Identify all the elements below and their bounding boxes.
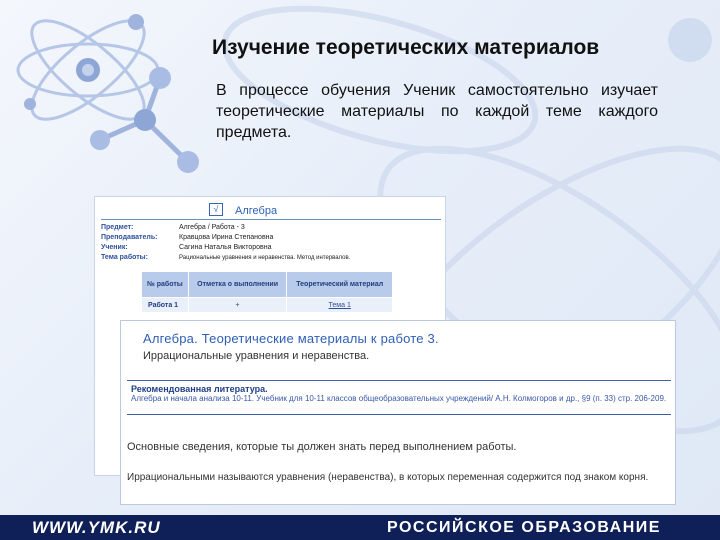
footer-brand: РОССИЙСКОЕ ОБРАЗОВАНИЕ — [387, 519, 661, 536]
info-value: Кравцова Ирина Степановна — [179, 234, 274, 241]
theory-material-screenshot — [120, 320, 676, 505]
info-row — [101, 233, 441, 243]
subject-title: Алгебра — [235, 205, 278, 217]
mark-cell: + — [188, 298, 287, 313]
column-header-work-number: № работы — [142, 272, 189, 298]
work-info-table — [101, 223, 441, 263]
literature-text: Алгебра и начала анализа 10-11. Учебник для 10-11 классов общеобразовательных учреждений/ А.Н. Колмогоров и др., §9 (п. 33) стр. 206-209. — [131, 394, 667, 403]
table-header-row — [142, 272, 393, 298]
info-value: Рациональные уравнения и неравенства. Метод интервалов. — [179, 255, 351, 261]
theory-material-link[interactable]: Тема 1 — [287, 298, 393, 313]
basics-heading: Основные сведения, которые ты должен знать перед выполнением работы. — [127, 441, 517, 453]
column-header-completion-mark: Отметка о выполнении — [188, 272, 287, 298]
footer-website: WWW.YMK.RU — [32, 518, 161, 537]
info-label: Преподаватель: — [101, 234, 158, 241]
info-row — [101, 253, 441, 263]
info-label: Ученик: — [101, 244, 128, 251]
info-value: Алгебра / Работа - 3 — [179, 224, 245, 231]
column-header-theory-material: Теоретический материал — [287, 272, 393, 298]
info-label: Предмет: — [101, 224, 134, 231]
material-page-title: Алгебра. Теоретические материалы к работе 3. — [143, 331, 439, 346]
literature-heading: Рекомендованная литература. — [131, 384, 268, 394]
info-row — [101, 243, 441, 253]
info-row — [101, 223, 441, 233]
divider — [101, 219, 441, 220]
recommended-literature-box — [127, 380, 671, 415]
footer-bar — [0, 515, 720, 540]
molecule-icon — [90, 67, 199, 173]
definition-text: Иррациональными называются уравнения (неравенства), в которых переменная содержится под знаком корня. — [127, 472, 649, 483]
work-cell: Работа 1 — [142, 298, 189, 313]
material-topic: Иррациональные уравнения и неравенства. — [143, 350, 370, 362]
table-row — [142, 298, 393, 313]
info-value: Сагина Наталья Викторовна — [179, 244, 272, 251]
checkmark-square-icon: √ — [209, 203, 223, 216]
works-table — [141, 271, 393, 313]
info-label: Тема работы: — [101, 254, 148, 261]
slide-title: Изучение теоретических материалов — [212, 36, 600, 59]
slide-description: В процессе обучения Ученик самостоятельно изучает теоретические материалы по каждой теме каждого предмета. — [216, 82, 658, 141]
